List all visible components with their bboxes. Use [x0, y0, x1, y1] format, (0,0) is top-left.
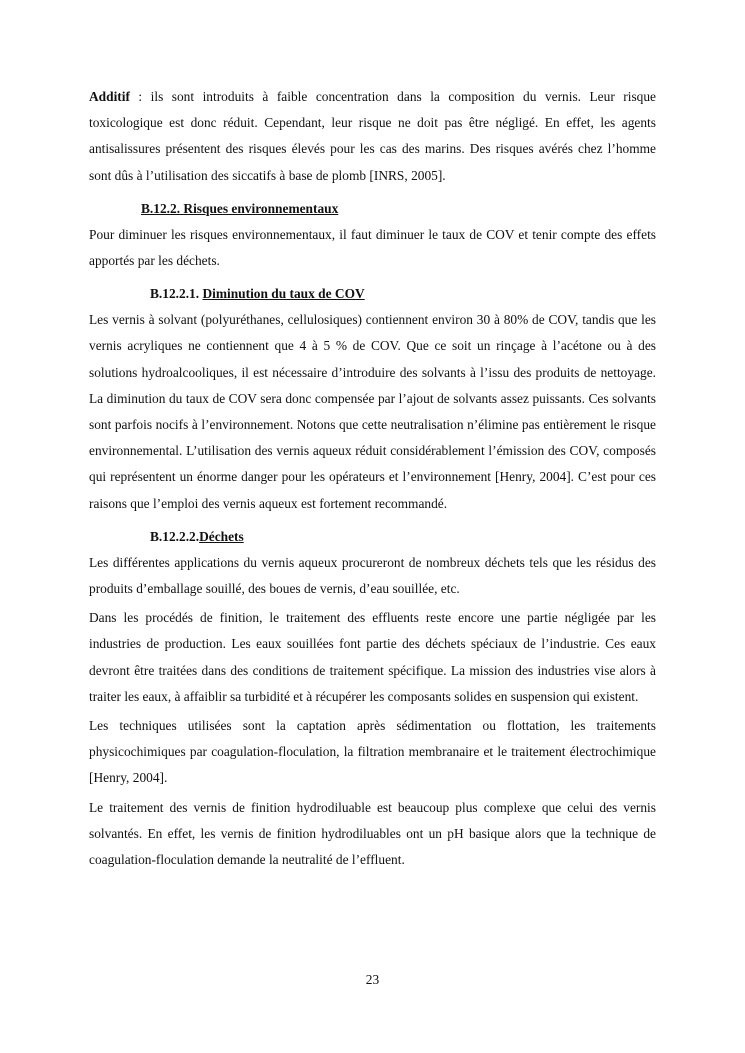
subsection-heading-dechets: [89, 524, 656, 550]
subsection-title-dechets: Déchets: [199, 528, 244, 544]
section-heading-text: B.12.2. Risques environnementaux: [141, 200, 339, 216]
subsection-number-cov: B.12.2.1.: [150, 286, 203, 302]
additif-paragraph: [89, 84, 656, 189]
dechets-paragraph-2: Dans les procédés de finition, le traitement des effluents reste encore une partie négligée par les industries de production. Les eaux souillées font partie des déchets spéciaux de l’industrie. Ces eaux devront être traitées dans des conditions de traitement spécifique. La mission des industries vise alors à traiter les eaux, à affaiblir sa turbidité et à récupérer les composants solides en suspension qui existent.: [89, 610, 656, 704]
document-page: [89, 84, 656, 873]
risques-env-paragraph: Pour diminuer les risques environnementaux, il faut diminuer le taux de COV et tenir compte des effets apportés par les déchets.: [89, 226, 656, 269]
dechets-paragraph-1: Les différentes applications du vernis aqueux procureront de nombreux déchets tels que les résidus des produits d’emballage souillé, des boues de vernis, d’eau souillée, etc.: [89, 554, 656, 597]
additif-term: Additif: [89, 89, 130, 104]
additif-text: : ils sont introduits à faible concentration dans la composition du vernis. Leur risque toxicologique est donc réduit. Cependant, leur risque ne doit pas être négligé. En effet, les agents antisalissures présentent des risques élevés pour les cas des marins. Des risques avérés chez l’homme sont dûs à l’utilisation des siccatifs à base de plomb [INRS, 2005].: [89, 89, 656, 183]
subsection-heading-cov: [89, 281, 656, 307]
cov-paragraph: Les vernis à solvant (polyuréthanes, cellulosiques) contiennent environ 30 à 80% de COV, tandis que les vernis acryliques ne contiennent que 4 à 5 % de COV. Que ce soit un rinçage à l’acétone ou à des solutions hydroalcooliques, il est nécessaire d’introduire des solvants à l’issu des produits de nettoyage. La diminution du taux de COV sera donc compensée par l’ajout de solvants assez puissants. Ces solvants sont parfois nocifs à l’environnement. Notons que cette neutralisation n’élimine pas entièrement le risque environnemental. L’utilisation des vernis aqueux réduit considérablement l’émission des COV, composés qui représentent un énorme danger pour les opérateurs et l’environnement [Henry, 2004]. C’est pour ces raisons que l’emploi des vernis aqueux est fortement recommandé.: [89, 312, 656, 511]
dechets-paragraph-3: Les techniques utilisées sont la captation après sédimentation ou flottation, les traitements physicochimiques par coagulation-floculation, la filtration membranaire et le traitement électrochimique [Henry, 2004].: [89, 718, 656, 786]
section-heading-risques-environnementaux: [89, 196, 656, 222]
subsection-title-cov: Diminution du taux de COV: [202, 286, 365, 302]
subsection-number-dechets: B.12.2.2.: [150, 528, 200, 544]
dechets-paragraph-4: Le traitement des vernis de finition hydrodiluable est beaucoup plus complexe que celui des vernis solvantés. En effet, les vernis de finition hydrodiluables ont un pH basique alors que la technique de coagulation-floculation demande la neutralité de l’effluent.: [89, 799, 656, 868]
page-number: 23: [365, 972, 380, 987]
